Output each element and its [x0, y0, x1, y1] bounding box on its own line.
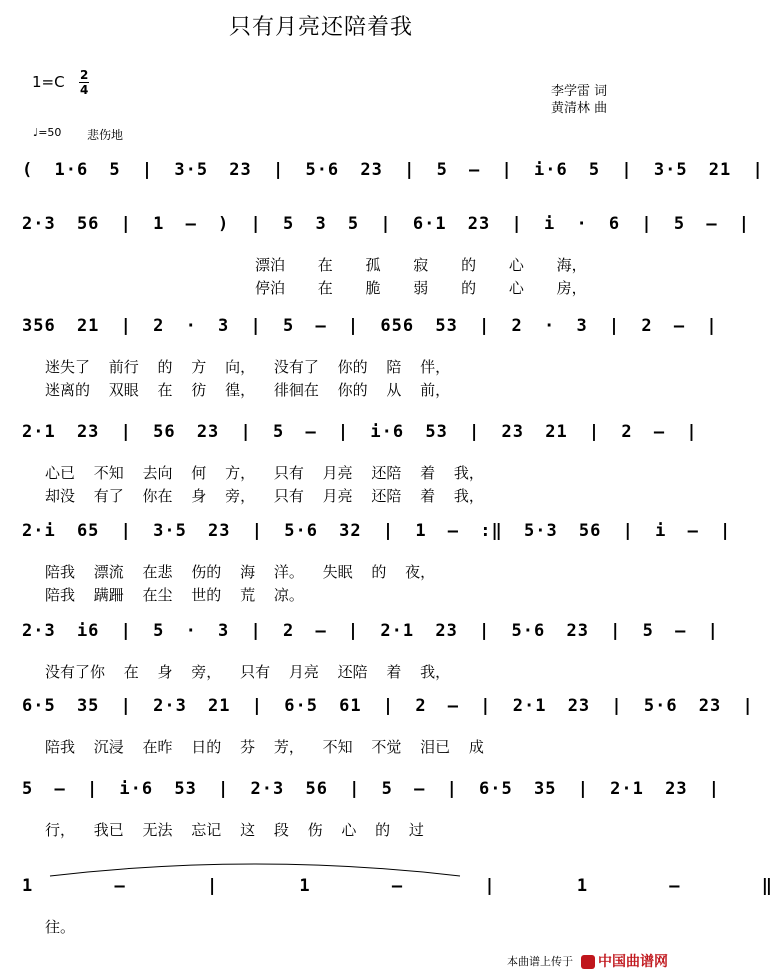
lyric-line-1: 迷失了 前行 的 方 向， 没有了 你的 陪 伴， [45, 358, 451, 376]
lyric-line-2: 陪我 蹒跚 在尘 世的 荒 凉。 [45, 586, 304, 604]
tempo-marking: ♩=50 [33, 126, 62, 139]
lyric-line-1: 心已 不知 去向 何 方， 只有 月亮 还陪 着 我， [45, 464, 484, 482]
lyric-line-1: 漂泊 在 孤 寂 的 心 海， [255, 256, 587, 274]
mood-marking: 悲伤地 [87, 128, 124, 142]
page-title: 只有月亮还陪着我 [229, 15, 414, 40]
lyric-line-1: 陪我 沉浸 在昨 日的 芬 芳， 不知 不觉 泪已 成 [45, 738, 484, 756]
site-logo-icon [581, 955, 595, 969]
composer-credit: 黄清林 曲 [551, 101, 608, 116]
footer-brand: 中国曲谱网 [598, 954, 668, 970]
time-signature-top: 2 [80, 68, 89, 82]
notation-line: 2·3 56 | 1 – ) | 5 3 5 | 6·1 23 | i · 6 | 5 – | [22, 214, 751, 234]
lyric-line-1: 陪我 漂流 在悲 伤的 海 洋。 失眠 的 夜， [45, 563, 436, 581]
footer-logo [578, 951, 668, 971]
notation-line: 5 – | i·6 53 | 2·3 56 | 5 – | 6·5 35 | 2·1 23 | [22, 779, 721, 799]
notation-line: 2·1 23 | 56 23 | 5 – | i·6 53 | 23 21 | 2 – | [22, 422, 698, 442]
notation-line: 356 21 | 2 · 3 | 5 – | 656 53 | 2 · 3 | 2 – | [22, 316, 718, 336]
notation-line: 2·i 65 | 3·5 23 | 5·6 32 | 1 – :‖ 5·3 56 | i – | [22, 521, 732, 541]
lyric-line-2: 迷离的 双眼 在 彷 徨， 徘徊在 你的 从 前， [45, 381, 451, 399]
tie-slur [45, 858, 465, 878]
key-signature: 1=C [32, 73, 65, 91]
notation-line: 2·3 i6 | 5 · 3 | 2 – | 2·1 23 | 5·6 23 | 5 – | [22, 621, 719, 641]
footer-text: 本曲谱上传于 [507, 955, 573, 968]
lyric-line-1: 往。 [45, 918, 76, 936]
lyric-line-1: 没有了你 在 身 旁， 只有 月亮 还陪 着 我， [45, 663, 451, 681]
lyric-line-2: 却没 有了 你在 身 旁， 只有 月亮 还陪 着 我， [45, 487, 484, 505]
notation-line: 1 – | 1 – | 1 – ‖ [22, 876, 773, 896]
lyric-line-2: 停泊 在 脆 弱 的 心 房， [255, 279, 587, 297]
notation-line: ( 1·6 5 | 3·5 23 | 5·6 23 | 5 – | i·6 5 | 3·5 21 | [22, 160, 764, 180]
lyric-line-1: 行， 我已 无法 忘记 这 段 伤 心 的 过 [45, 821, 424, 839]
notation-line: 6·5 35 | 2·3 21 | 6·5 61 | 2 – | 2·1 23 | 5·6 23 | [22, 696, 754, 716]
lyricist-credit: 李学雷 词 [551, 84, 608, 99]
time-signature-bottom: 4 [80, 83, 89, 97]
